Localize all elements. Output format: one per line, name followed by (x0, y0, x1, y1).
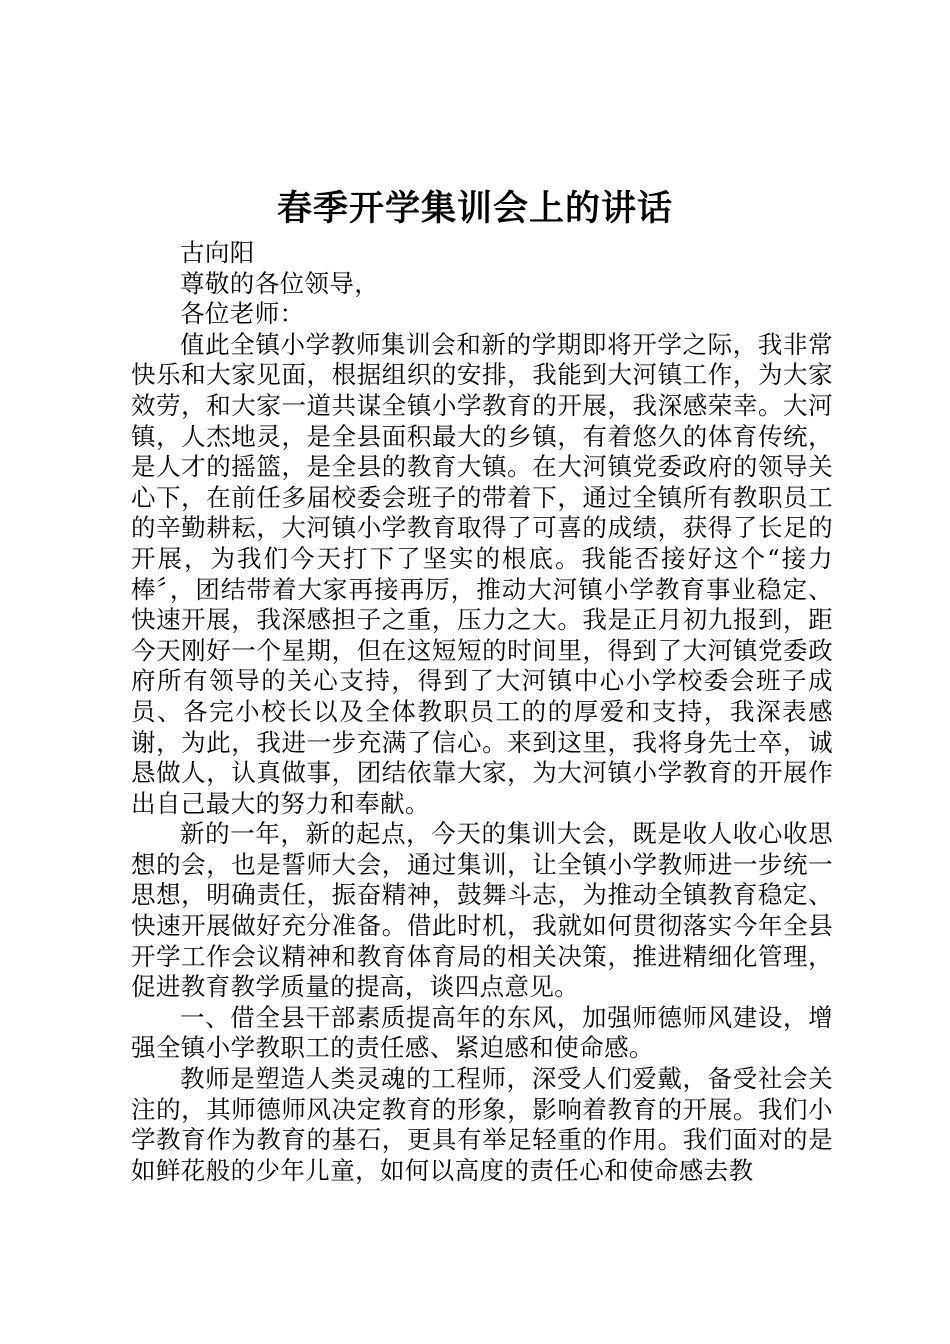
paragraph: 值此全镇小学教师集训会和新的学期即将开学之际，我非常快乐和大家见面，根据组织的安排，我能到大河镇工作，为大家效劳，和大家一道共谋全镇小学教育的开展，我深感荣幸。大河镇，人杰地灵，是全县面积最大的乡镇，有着悠久的体育传统，是人才的摇篮，是全县的教育大镇。在大河镇党委政府的领导关心下，在前任多届校委会班子的带着下，通过全镇所有教职员工的辛勤耕耘，大河镇小学教育取得了可喜的成绩，获得了长足的开展，为我们今天打下了坚实的根底。我能否接好这个“接力棒〞，团结带着大家再接再厉，推动大河镇小学教育事业稳定、快速开展，我深感担子之重，压力之大。我是正月初九报到，距今天刚好一个星期，但在这短短的时间里，得到了大河镇党委政府所有领导的关心支持，得到了大河镇中心小学校委会班子成员、各完小校长以及全体教职员工的的厚爱和支持，我深表感谢，为此，我进一步充满了信心。来到这里，我将身先士卒，诚恳做人，认真做事，团结依靠大家，为大河镇小学教育的开展作出自己最大的努力和奉献。 (131, 329, 833, 818)
salutation-teachers: 各位老师： (180, 299, 305, 329)
author-line: 古向阳 (180, 238, 255, 267)
document-title: 春季开学集训会上的讲话 (276, 188, 673, 229)
document-body (131, 238, 833, 1186)
section-heading: 一、借全县干部素质提高年的东风，加强师德师风建设，增强全镇小学教职工的责任感、紧迫感和使命感。 (131, 1002, 833, 1063)
salutation-leaders: 尊敬的各位领导， (180, 268, 380, 298)
paragraph: 新的一年，新的起点，今天的集训大会，既是收人收心收思想的会，也是誓师大会，通过集训，让全镇小学教师进一步统一思想，明确责任，振奋精神，鼓舞斗志，为推动全镇教育稳定、快速开展做好充分准备。借此时机，我就如何贯彻落实今年全县开学工作会议精神和教育体育局的相关决策，推进精细化管理，促进教育教学质量的提高，谈四点意见。 (131, 819, 833, 1002)
paragraph: 教师是塑造人类灵魂的工程师，深受人们爱戴，备受社会关注的，其师德师风决定教育的形象，影响着教育的开展。我们小学教育作为教育的基石，更具有举足轻重的作用。我们面对的是如鲜花般的少年儿童，如何以高度的责任心和使命感去教 (131, 1064, 833, 1185)
